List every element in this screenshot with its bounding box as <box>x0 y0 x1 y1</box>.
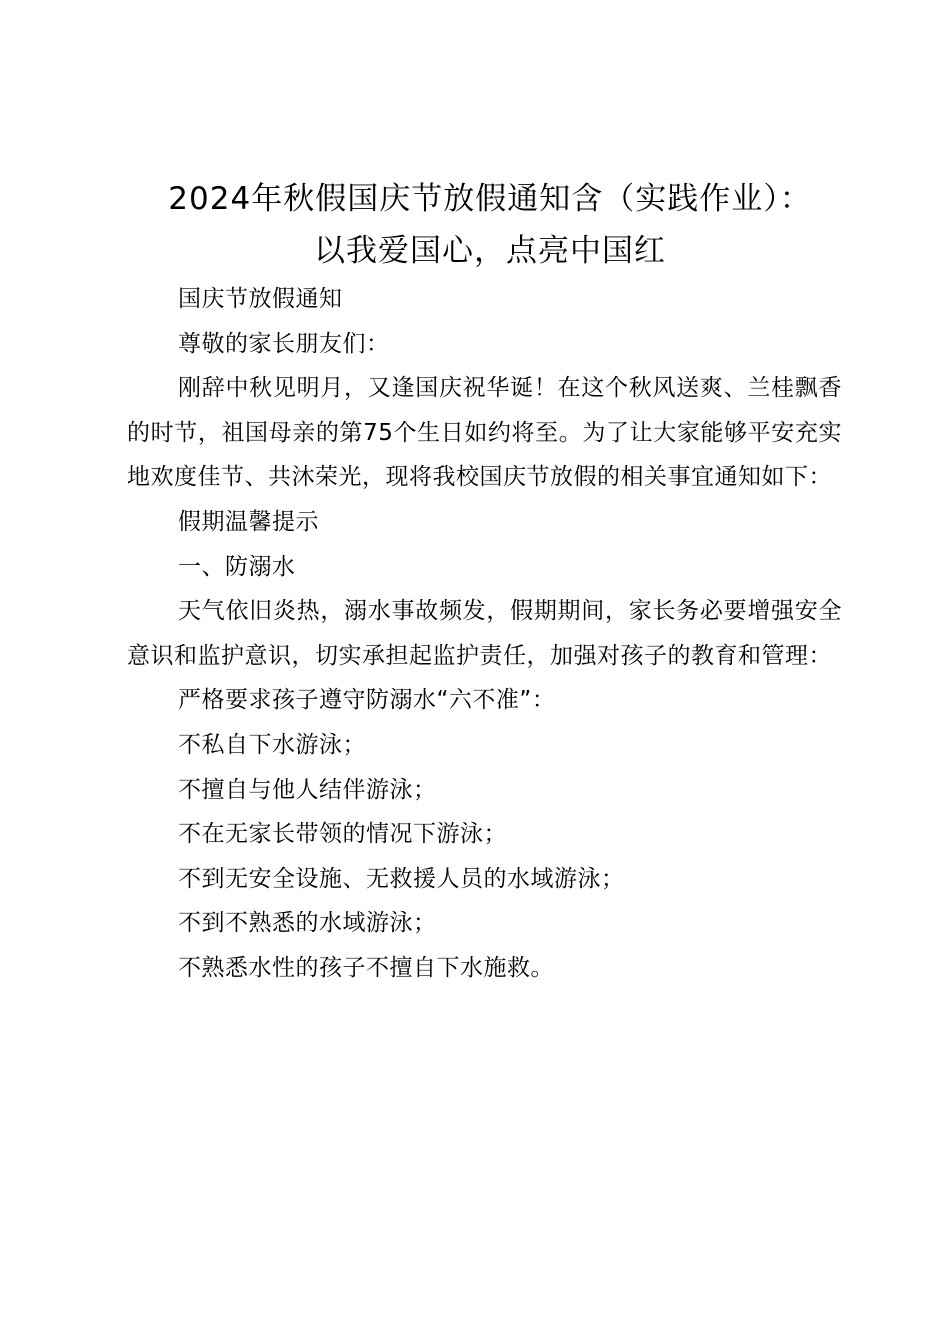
section-heading-drowning: 一、防溺水 <box>178 553 296 580</box>
title-line-2: 以我爱国心，点亮中国红 <box>314 233 666 269</box>
notice-heading: 国庆节放假通知 <box>178 286 343 312</box>
rule-item: 不到不熟悉的水域游泳； <box>178 910 437 937</box>
rule-item: 不在无家长带领的情况下游泳； <box>178 821 507 848</box>
intro-paragraph: 刚辞中秋见明月，又逢国庆祝华诞！在这个秋风送爽、兰桂飘香的时节，祖国母亲的第75个生日如约将至。为了让大家能够平安充实地欢度佳节、共沐荣光，现将我校国庆节放假的相关事宜通知如下： <box>127 375 842 491</box>
rule-item: 不擅自与他人结伴游泳； <box>178 776 437 803</box>
six-rules-heading: 严格要求孩子遵守防溺水“六不准”： <box>178 687 556 714</box>
section-heading-tips: 假期温馨提示 <box>178 508 319 535</box>
rule-item: 不到无安全设施、无救援人员的水域游泳； <box>178 865 625 892</box>
document-body <box>127 277 842 991</box>
document-title <box>100 173 880 277</box>
rule-item: 不私自下水游泳； <box>178 731 366 758</box>
title-line-1: 2024年秋假国庆节放假通知含（实践作业）： <box>168 181 812 217</box>
drowning-paragraph: 天气依旧炎热，溺水事故频发，假期期间，家长务必要增强安全意识和监护意识，切实承担起监护责任，加强对孩子的教育和管理： <box>127 598 842 669</box>
rule-item: 不熟悉水性的孩子不擅自下水施救。 <box>178 954 554 981</box>
salutation: 尊敬的家长朋友们： <box>178 330 390 357</box>
